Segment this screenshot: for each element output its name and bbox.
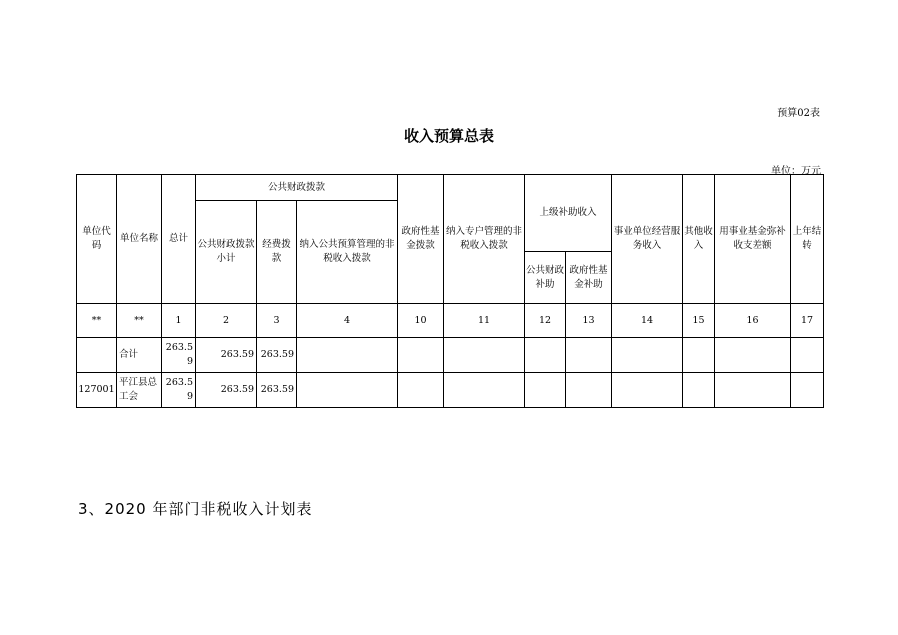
section-heading: 3、2020 年部门非税收入计划表 [78,500,313,518]
col-no: 14 [612,304,683,338]
col-no: 4 [297,304,398,338]
header-gov-fund: 政府性基金拨款 [398,175,444,304]
col-no: 3 [257,304,297,338]
header-operating-funds: 经费拨款 [257,201,297,304]
header-unit-code: 单位代码 [77,175,117,304]
form-number: 预算02表 [777,108,820,119]
col-no: 10 [398,304,444,338]
table-row [77,338,824,373]
col-no: ** [117,304,162,338]
col-no: 17 [791,304,824,338]
header-carryover: 上年结转 [791,175,824,304]
cell-name: 平江县总工会 [117,373,162,408]
col-no: 1 [162,304,196,338]
income-budget-table [76,174,824,408]
cell-pf-subtotal: 263.59 [196,373,257,408]
header-unit-name: 单位名称 [117,175,162,304]
header-higher-subsidy: 上级补助收入 [525,175,612,252]
header-public-finance: 公共财政拨款 [196,175,398,201]
cell-operating-funds: 263.59 [257,373,297,408]
header-other-income: 其他收入 [683,175,715,304]
cell-total: 263.59 [162,373,196,408]
header-business-income: 事业单位经营服务收入 [612,175,683,304]
header-public-finance-subsidy: 公共财政补助 [525,252,566,304]
cell-code [77,338,117,373]
col-no: 16 [715,304,791,338]
col-no: 13 [566,304,612,338]
col-no: 15 [683,304,715,338]
col-no: 12 [525,304,566,338]
table-row [77,373,824,408]
cell-code: 127001 [77,373,117,408]
column-number-row [77,304,824,338]
col-no: ** [77,304,117,338]
header-nontax-public-budget: 纳入公共预算管理的非税收入拨款 [297,201,398,304]
col-no: 2 [196,304,257,338]
header-fund-offset: 用事业基金弥补收支差额 [715,175,791,304]
header-gov-fund-subsidy: 政府性基金补助 [566,252,612,304]
cell-pf-subtotal: 263.59 [196,338,257,373]
cell-name: 合计 [117,338,162,373]
cell-operating-funds: 263.59 [257,338,297,373]
header-total: 总计 [162,175,196,304]
unit-label: 单位：万元 [771,166,821,177]
cell-total: 263.59 [162,338,196,373]
page-title: 收入预算总表 [403,127,494,145]
header-pf-subtotal: 公共财政拨款小计 [196,201,257,304]
col-no: 11 [444,304,525,338]
header-special-nontax: 纳入专户管理的非税收入拨款 [444,175,525,304]
